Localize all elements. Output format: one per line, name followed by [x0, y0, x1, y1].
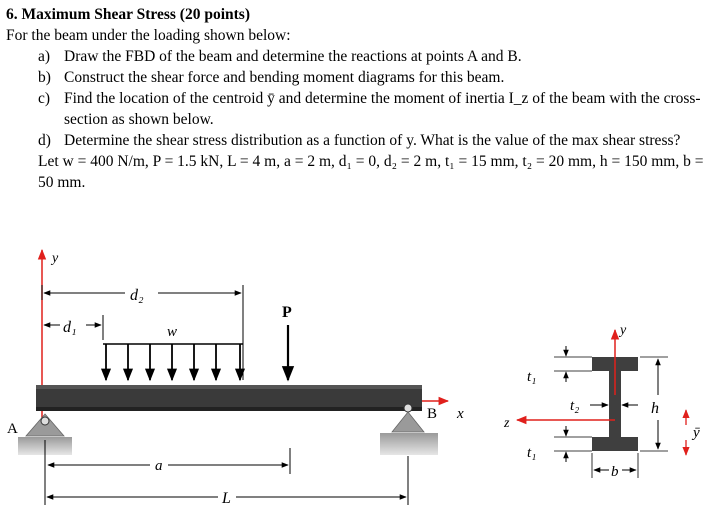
y-axis-label: y: [52, 251, 59, 266]
l-label: L: [222, 490, 231, 507]
problem-title: 6. Maximum Shear Stress (20 points): [6, 6, 250, 23]
x-axis-label: x: [457, 406, 464, 422]
h-label: h: [651, 400, 659, 417]
a-label: a: [155, 458, 163, 474]
part-text: Construct the shear force and bending moment diagrams for this beam.: [64, 69, 505, 86]
t2-label: t₂: [570, 398, 580, 414]
part-label: b): [38, 69, 51, 86]
beam-top-edge: [36, 385, 422, 389]
t1-bottom-label: t₁: [527, 445, 537, 461]
point-b-label: B: [427, 406, 438, 422]
part-text: Find the location of the centroid ȳ and determine the moment of inertia I_z of the beam with the cross-section as shown below.: [64, 90, 701, 128]
distributed-load-arrows: [106, 344, 240, 380]
part-label: c): [38, 90, 51, 107]
point-a-label: A: [7, 421, 18, 437]
d2-label: d₂: [130, 287, 144, 304]
section-z-label: z: [504, 416, 510, 431]
t1-top-label: t₁: [527, 369, 537, 385]
given-values: Let w = 400 N/m, P = 1.5 kN, L = 4 m, a = 2 m, d₁ = 0, d₂ = 2 m, t₁ = 15 mm, t₂ = 20 mm, h = 150 mm, b = 50 mm.: [38, 153, 704, 191]
problem-intro: For the beam under the loading shown below:: [6, 27, 291, 44]
part-text: Determine the shear stress distribution as a function of y. What is the value of the max shear stress?: [64, 132, 681, 149]
beam-bottom-edge: [36, 407, 422, 411]
w-label: w: [167, 324, 178, 340]
part-label: d): [38, 132, 51, 149]
part-text: Draw the FBD of the beam and determine the reactions at points A and B.: [64, 48, 522, 65]
part-label: a): [38, 48, 51, 65]
b-label: b: [611, 464, 619, 480]
section-y-label: y: [620, 323, 627, 338]
p-label: P: [282, 304, 292, 321]
ybar-label: ȳ: [693, 425, 700, 441]
d1-label: d₁: [63, 319, 77, 336]
